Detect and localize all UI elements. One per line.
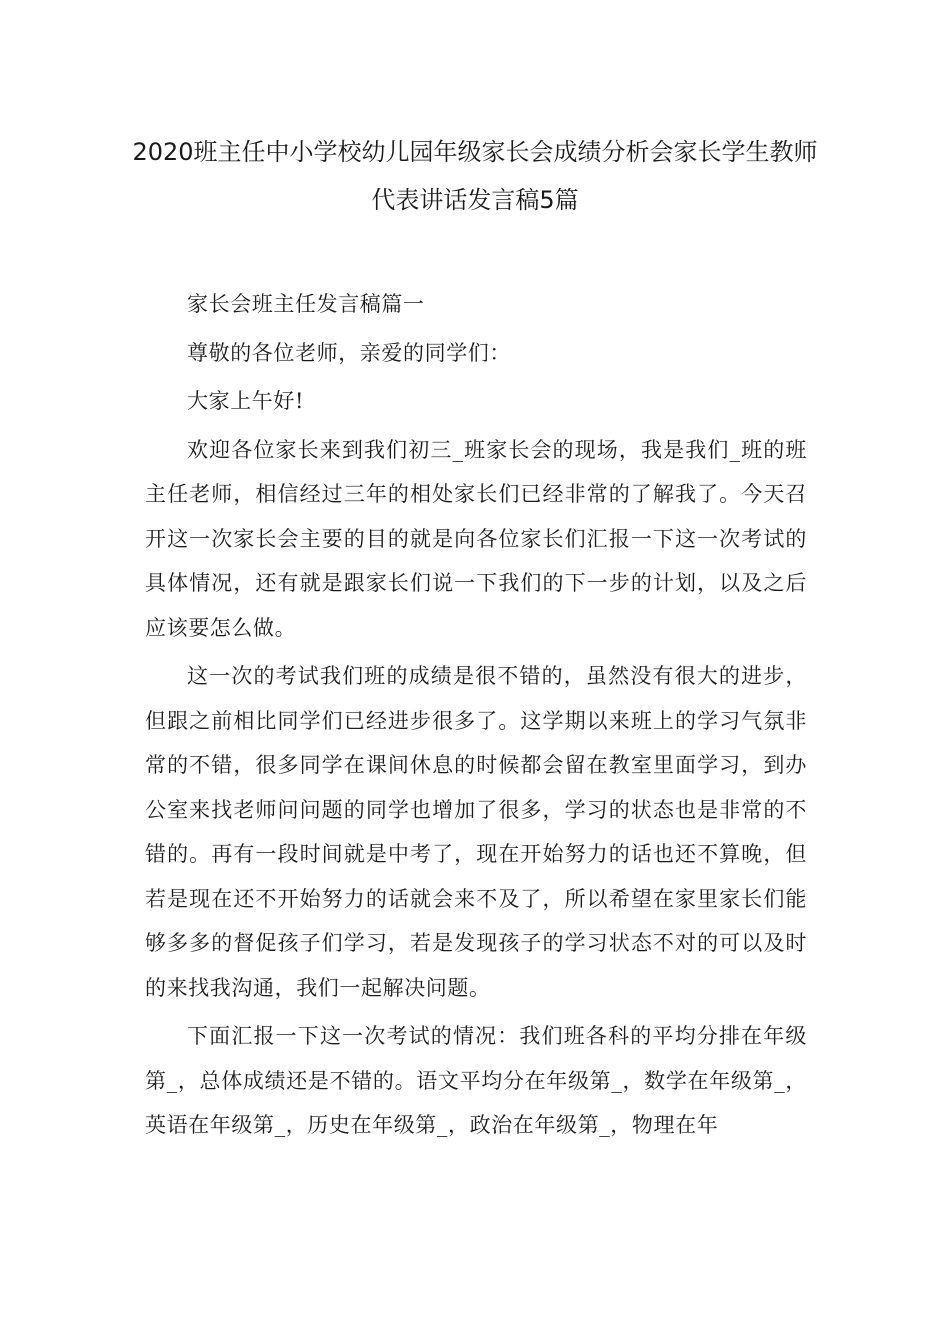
paragraph: 这一次的考试我们班的成绩是很不错的，虽然没有很大的进步，但跟之前相比同学们已经进步很多了。这学期以来班上的学习气氛非常的不错，很多同学在课间休息的时候都会留在教室里面学习，到办公室来找老师问问题的同学也增加了很多，学习的状态也是非常的不错的。再有一段时间就是中考了，现在开始努力的话也还不算晚，但若是现在还不开始努力的话就会来不及了，所以希望在家里家长们能够多多的督促孩子们学习，若是发现孩子的学习状态不对的可以及时的来找我沟通，我们一起解决问题。	[145, 664, 807, 1000]
paragraph: 欢迎各位家长来到我们初三_班家长会的现场，我是我们_班的班主任老师，相信经过三年的相处家长们已经非常的了解我了。今天召开这一次家长会主要的目的就是向各位家长们汇报一下这一次考试的具体情况，还有就是跟家长们说一下我们的下一步的计划，以及之后应该要怎么做。	[145, 437, 807, 640]
section-heading: 家长会班主任发言稿篇一	[187, 292, 425, 316]
paragraph: 下面汇报一下这一次考试的情况：我们班各科的平均分排在年级第_，总体成绩还是不错的。语文平均分在年级第_，数学在年级第_，英语在年级第_，历史在年级第_，政治在年级第_，物理在年	[145, 1024, 807, 1137]
greeting: 大家上午好!	[187, 389, 305, 413]
document-title	[120, 128, 830, 224]
salutation: 尊敬的各位老师，亲爱的同学们：	[187, 340, 511, 365]
document-body	[145, 282, 807, 1152]
title-line-2: 代表讲话发言稿5篇	[371, 186, 579, 214]
title-line-1: 2020班主任中小学校幼儿园年级家长会成绩分析会家长学生教师	[132, 138, 818, 166]
